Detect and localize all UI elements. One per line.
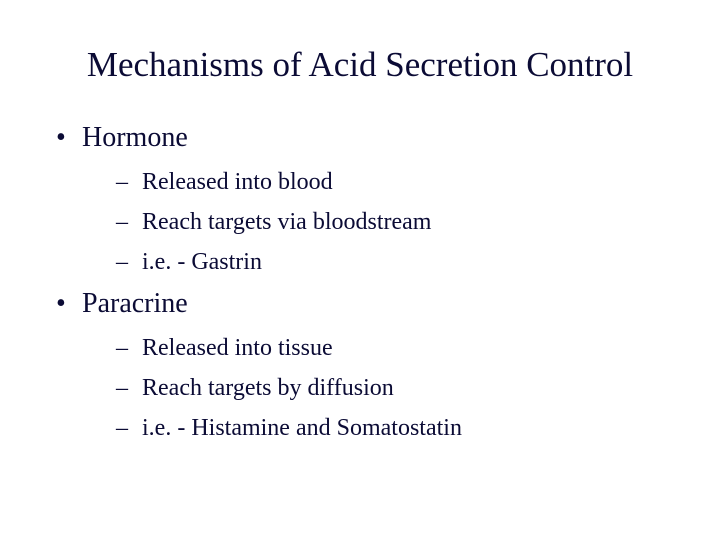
section-hormone <box>56 120 696 282</box>
bullet-heading: Paracrine <box>82 288 188 319</box>
dash-icon: – <box>116 169 128 195</box>
sub-bullet-text: Released into blood <box>142 169 333 195</box>
sub-bullet-item <box>116 242 696 282</box>
bullet-icon: • <box>56 288 66 319</box>
dash-icon: – <box>116 415 128 441</box>
sub-bullet-text: i.e. - Histamine and Somatostatin <box>142 415 462 441</box>
bullet-heading-row <box>56 286 696 322</box>
sub-bullet-list <box>116 162 696 282</box>
bullet-heading-row <box>56 120 696 156</box>
sub-bullet-text: Reach targets by diffusion <box>142 375 394 401</box>
dash-icon: – <box>116 375 128 401</box>
sub-bullet-text: Reach targets via bloodstream <box>142 209 432 235</box>
sub-bullet-item <box>116 368 696 408</box>
sub-bullet-item <box>116 202 696 242</box>
sub-bullet-item <box>116 408 696 448</box>
bullet-heading: Hormone <box>82 122 188 153</box>
sub-bullet-item <box>116 162 696 202</box>
section-paracrine <box>56 286 696 448</box>
sub-bullet-text: i.e. - Gastrin <box>142 249 262 275</box>
sub-bullet-text: Released into tissue <box>142 335 333 361</box>
dash-icon: – <box>116 249 128 275</box>
slide-title: Mechanisms of Acid Secretion Control <box>86 45 634 84</box>
dash-icon: – <box>116 335 128 361</box>
sub-bullet-item <box>116 328 696 368</box>
bullet-icon: • <box>56 122 66 153</box>
sub-bullet-list <box>116 328 696 448</box>
dash-icon: – <box>116 209 128 235</box>
